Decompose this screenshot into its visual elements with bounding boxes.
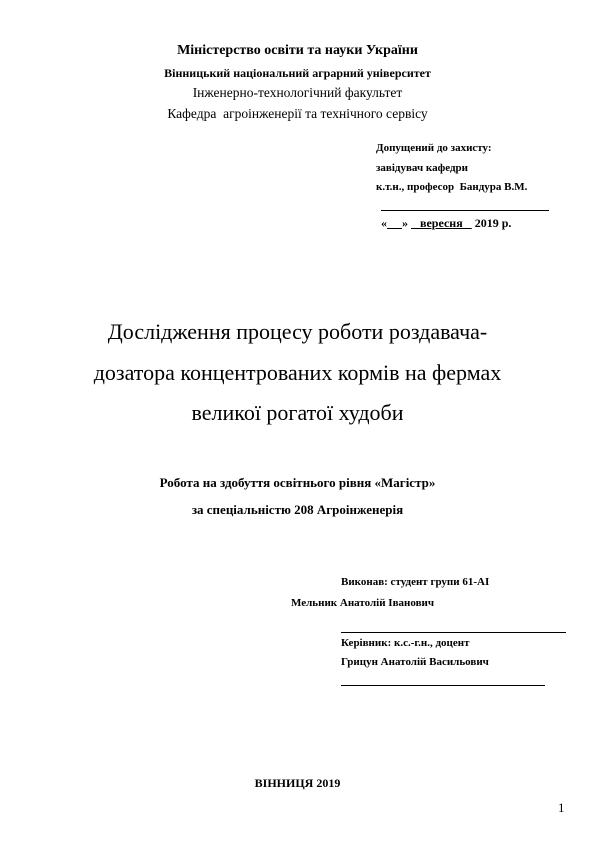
thesis-title-line-2: дозатора концентрованих кормів на фермах xyxy=(93,360,502,385)
date-close-quote: » xyxy=(402,216,411,230)
date-month: вересня xyxy=(411,216,472,230)
university-name: Вінницький національний аграрний університет xyxy=(164,66,431,80)
date-year: 2019 р. xyxy=(471,216,512,230)
approval-signature-line xyxy=(381,210,549,211)
ministry-name: Міністерство освіти та науки України xyxy=(177,43,418,58)
specialty-line: за спеціальністю 208 Агроінженерія xyxy=(191,502,404,517)
page-number: 1 xyxy=(558,800,565,815)
thesis-title-line-1: Дослідження процесу роботи роздавача- xyxy=(107,319,488,344)
approval-position: завідувач кафедри xyxy=(376,162,468,174)
approval-head-name: к.т.н., професор Бандура В.М. xyxy=(376,181,528,193)
degree-line: Робота на здобуття освітнього рівня «Магістр» xyxy=(159,475,436,490)
department-name: Кафедра агроінженерії та технічного сервісу xyxy=(167,106,428,121)
approval-date xyxy=(381,216,511,231)
faculty-name: Інженерно-технологічний факультет xyxy=(192,85,403,100)
performer-name: Мельник Анатолій Іванович xyxy=(291,597,435,609)
performer-group: Виконав: студент групи 61-АІ xyxy=(341,576,490,588)
date-open-quote: « xyxy=(381,216,387,230)
supervisor-name: Грицун Анатолій Васильович xyxy=(341,656,489,668)
date-day-blank xyxy=(387,216,402,230)
thesis-title-line-3: великої рогатої худоби xyxy=(191,400,404,425)
city-year: ВІННИЦЯ 2019 xyxy=(254,776,341,790)
approval-admitted: Допущений до захисту: xyxy=(376,142,492,154)
supervisor-signature-line xyxy=(341,685,545,686)
supervisor-title: Керівник: к.с.-г.н., доцент xyxy=(341,637,470,649)
performer-signature-line xyxy=(341,632,566,633)
